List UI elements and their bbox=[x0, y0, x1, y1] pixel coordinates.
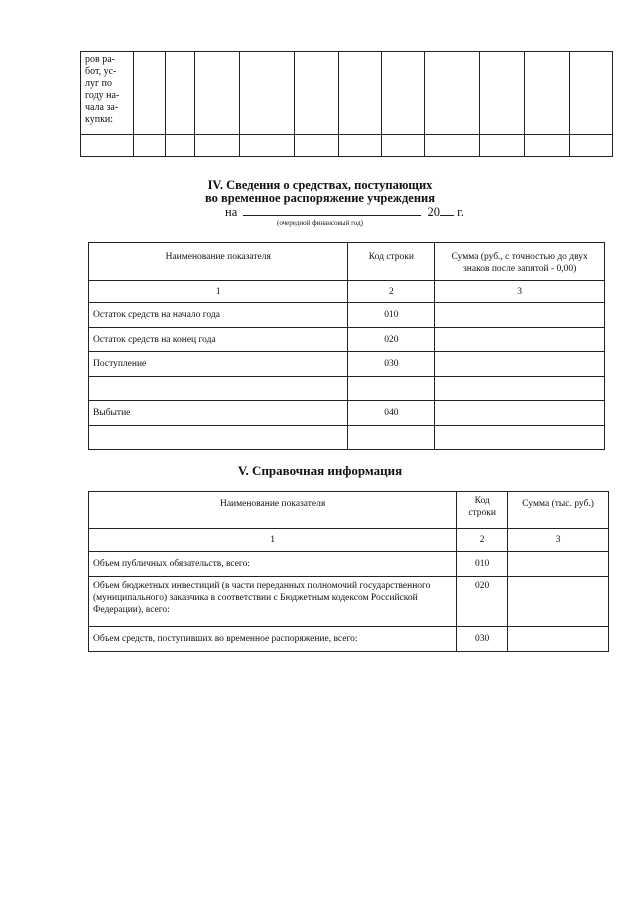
row-name bbox=[89, 377, 348, 401]
table-cell bbox=[81, 135, 134, 157]
header-code: Код строки bbox=[457, 492, 508, 529]
row-sum-cell[interactable] bbox=[435, 328, 605, 352]
row-sum-cell[interactable] bbox=[435, 352, 605, 377]
year-blank-field[interactable] bbox=[243, 204, 421, 216]
row-sum-cell[interactable] bbox=[508, 552, 609, 577]
table-cell bbox=[133, 52, 165, 135]
row-sum-cell[interactable] bbox=[435, 426, 605, 450]
row-sum-cell[interactable] bbox=[435, 377, 605, 401]
row-name: Объем публичных обязательств, всего: bbox=[89, 552, 457, 577]
table-row bbox=[89, 328, 605, 352]
table-row bbox=[89, 577, 609, 627]
row-code: 010 bbox=[348, 303, 435, 328]
row-label-line: году на- bbox=[85, 90, 120, 101]
table-cell bbox=[194, 135, 239, 157]
table-cell bbox=[294, 52, 338, 135]
column-number-row bbox=[89, 281, 605, 303]
date-note: (очередной финансовый год) bbox=[277, 219, 363, 227]
column-number-row bbox=[89, 529, 609, 552]
table-row bbox=[81, 135, 613, 157]
row-sum-cell[interactable] bbox=[508, 627, 609, 652]
table-cell bbox=[382, 135, 425, 157]
row-name: Объем бюджетных инвестиций (в части переданных полномочий государственного (муниципального) заказчика в соответствии с Бюджетным кодексом Российской Федерации), всего: bbox=[89, 577, 457, 627]
row-sum-cell[interactable] bbox=[435, 303, 605, 328]
row-code: 020 bbox=[457, 577, 508, 627]
row-label-line: купки: bbox=[85, 114, 114, 125]
table-cell bbox=[133, 135, 165, 157]
header-row bbox=[89, 243, 605, 281]
table-row bbox=[89, 352, 605, 377]
row-label-cell bbox=[81, 52, 134, 135]
row-name: Выбытие bbox=[89, 401, 348, 426]
column-number: 1 bbox=[89, 529, 457, 552]
table-cell bbox=[239, 135, 294, 157]
table-cell bbox=[194, 52, 239, 135]
column-number: 2 bbox=[457, 529, 508, 552]
column-number: 3 bbox=[508, 529, 609, 552]
table-cell bbox=[239, 52, 294, 135]
table-cell bbox=[425, 52, 480, 135]
row-label-line: ров ра- bbox=[85, 54, 115, 65]
row-sum-cell[interactable] bbox=[508, 577, 609, 627]
table-cell bbox=[382, 52, 425, 135]
header-sum: Сумма (руб., с точностью до двух знаков после запятой - 0,00) bbox=[435, 243, 605, 281]
row-label-line: луг по bbox=[85, 78, 112, 89]
row-code: 020 bbox=[348, 328, 435, 352]
table-cell bbox=[294, 135, 338, 157]
header-sum: Сумма (тыс. руб.) bbox=[508, 492, 609, 529]
row-code bbox=[348, 377, 435, 401]
header-code: Код строки bbox=[348, 243, 435, 281]
row-name: Объем средств, поступивших во временное распоряжение, всего: bbox=[89, 627, 457, 652]
header-name: Наименование показателя bbox=[89, 492, 457, 529]
row-name: Остаток средств на начало года bbox=[89, 303, 348, 328]
table-cell bbox=[338, 52, 382, 135]
row-name: Поступление bbox=[89, 352, 348, 377]
continuation-table bbox=[80, 51, 613, 157]
year-suffix-blank[interactable] bbox=[440, 204, 454, 216]
date-year-prefix: 20 bbox=[427, 205, 440, 219]
date-line bbox=[225, 204, 464, 220]
section4-title-line2: во временное распоряжение учреждения bbox=[204, 191, 436, 205]
row-code: 010 bbox=[457, 552, 508, 577]
header-name: Наименование показателя bbox=[89, 243, 348, 281]
table-row bbox=[89, 401, 605, 426]
section4-title-line1: IV. Сведения о средствах, поступающих bbox=[207, 178, 433, 192]
column-number: 3 bbox=[435, 281, 605, 303]
table-cell bbox=[338, 135, 382, 157]
table-cell bbox=[165, 52, 194, 135]
row-name: Остаток средств на конец года bbox=[89, 328, 348, 352]
section5-table bbox=[88, 491, 609, 652]
table-row bbox=[89, 627, 609, 652]
date-suffix: г. bbox=[457, 205, 464, 219]
column-number: 1 bbox=[89, 281, 348, 303]
section4-table bbox=[88, 242, 605, 450]
table-cell bbox=[165, 135, 194, 157]
table-row bbox=[81, 52, 613, 135]
row-code: 030 bbox=[457, 627, 508, 652]
table-cell bbox=[480, 52, 525, 135]
row-label-line: бот, ус- bbox=[85, 66, 117, 77]
table-cell bbox=[425, 135, 480, 157]
row-name bbox=[89, 426, 348, 450]
date-prefix: на bbox=[225, 205, 238, 219]
row-label-line: чала за- bbox=[85, 102, 119, 113]
section5-title: V. Справочная информация bbox=[237, 463, 403, 478]
table-cell bbox=[570, 52, 613, 135]
table-cell bbox=[570, 135, 613, 157]
header-row bbox=[89, 492, 609, 529]
table-row bbox=[89, 377, 605, 401]
table-cell bbox=[480, 135, 525, 157]
row-code: 040 bbox=[348, 401, 435, 426]
table-row bbox=[89, 552, 609, 577]
table-cell bbox=[525, 135, 570, 157]
row-code bbox=[348, 426, 435, 450]
row-code: 030 bbox=[348, 352, 435, 377]
column-number: 2 bbox=[348, 281, 435, 303]
table-row bbox=[89, 426, 605, 450]
table-cell bbox=[525, 52, 570, 135]
table-row bbox=[89, 303, 605, 328]
row-sum-cell[interactable] bbox=[435, 401, 605, 426]
